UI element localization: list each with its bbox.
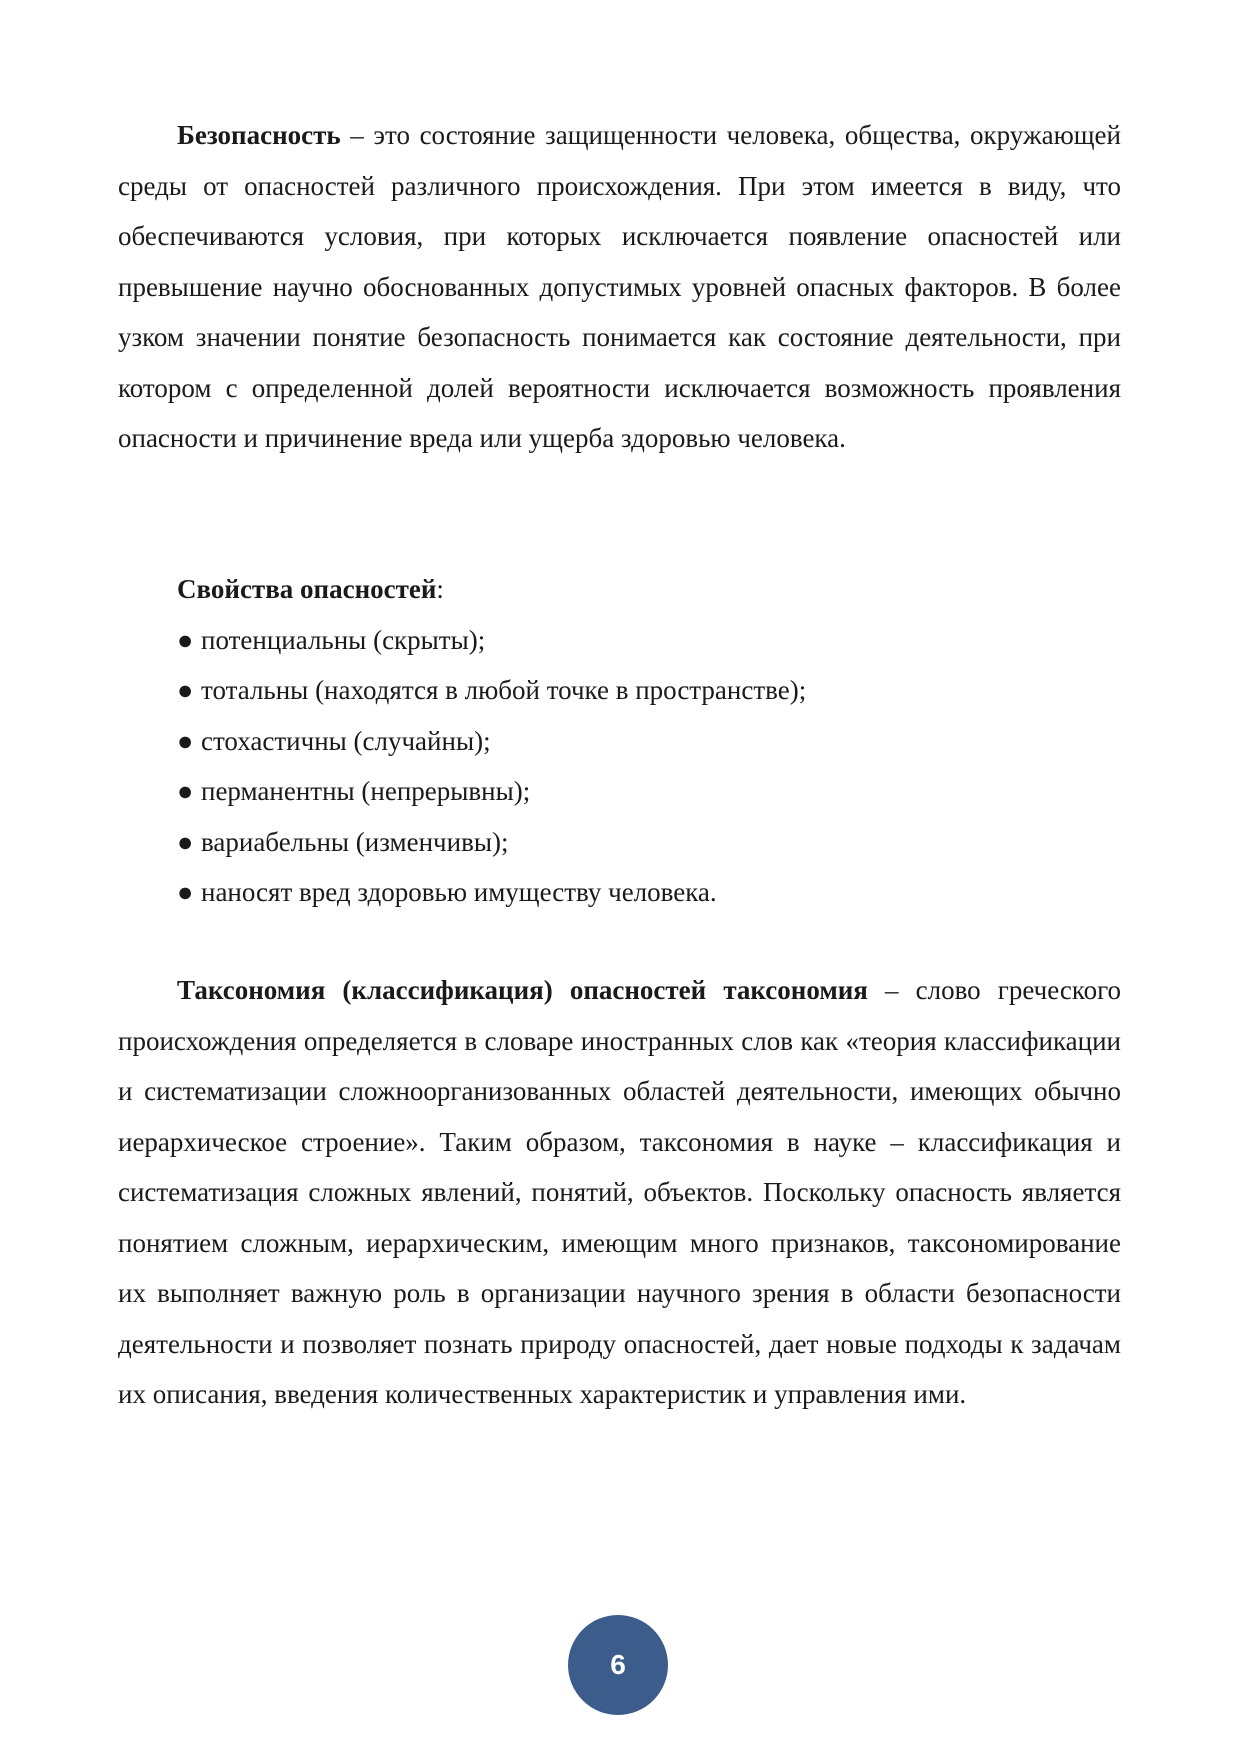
list-item-text: потенциальны (скрыты); bbox=[201, 624, 486, 655]
list-item-text: тотальны (находятся в любой точке в пространстве); bbox=[201, 675, 807, 705]
bullet-icon: ● bbox=[177, 675, 194, 705]
hazard-properties-heading-colon: : bbox=[436, 574, 444, 604]
list-item-text: перманентны (непрерывны); bbox=[201, 776, 531, 806]
list-item bbox=[177, 665, 1117, 716]
bullet-icon: ● bbox=[177, 776, 194, 806]
list-item-text: наносят вред здоровью имуществу человека. bbox=[201, 877, 717, 907]
list-item bbox=[177, 817, 1117, 868]
list-item bbox=[177, 766, 1117, 817]
hazard-properties-heading: Свойства опасностей bbox=[177, 574, 437, 604]
term-safety: Безопасность bbox=[177, 120, 341, 150]
list-item bbox=[177, 867, 1117, 918]
bullet-icon: ● bbox=[177, 725, 194, 756]
paragraph-taxonomy-text: – слово греческого происхождения определяется в словаре иностранных слов как «теория классификации и систематизации сложноорганизованных областей деятельности, имеющих обычно иерархическое строение». Таким образом, таксономия в науке – классификация и систематизация сложных явлений, понятий, объектов. Поскольку опасность является понятием сложным, иерархическим, имеющим много признаков, таксономирование их выполняет важную роль в организации научного зрения в области безопасности деятельности и позволяет познать природу опасностей, дает новые подходы к задачам их описания, введения количественных характеристик и управления ими. bbox=[118, 975, 1121, 1409]
page-number-badge: 6 bbox=[568, 1615, 668, 1715]
hazard-properties-heading-line bbox=[177, 564, 1117, 615]
term-taxonomy: Таксономия (классификация) опасностей таксономия bbox=[177, 975, 868, 1005]
bullet-icon: ● bbox=[177, 826, 194, 857]
paragraph-taxonomy bbox=[118, 965, 1121, 1420]
bullet-icon: ● bbox=[177, 624, 194, 655]
list-item bbox=[177, 716, 1117, 767]
list-item-text: вариабельны (изменчивы); bbox=[201, 826, 509, 857]
paragraph-safety-definition bbox=[118, 110, 1121, 464]
hazard-properties-list bbox=[177, 615, 1117, 918]
list-item bbox=[177, 615, 1117, 666]
paragraph-safety-text: – это состояние защищенности человека, общества, окружающей среды от опасностей различного происхождения. При этом имеется в виду, что обеспечиваются условия, при которых исключается появление опасностей или превышение научно обоснованных допустимых уровней опасных факторов. В более узком значении понятие безопасность понимается как состояние деятельности, при котором с определенной долей вероятности исключается возможность проявления опасности и причинение вреда или ущерба здоровью человека. bbox=[118, 120, 1121, 453]
list-item-text: стохастичны (случайны); bbox=[201, 725, 491, 756]
hazard-properties-section bbox=[177, 564, 1117, 918]
bullet-icon: ● bbox=[177, 877, 194, 907]
